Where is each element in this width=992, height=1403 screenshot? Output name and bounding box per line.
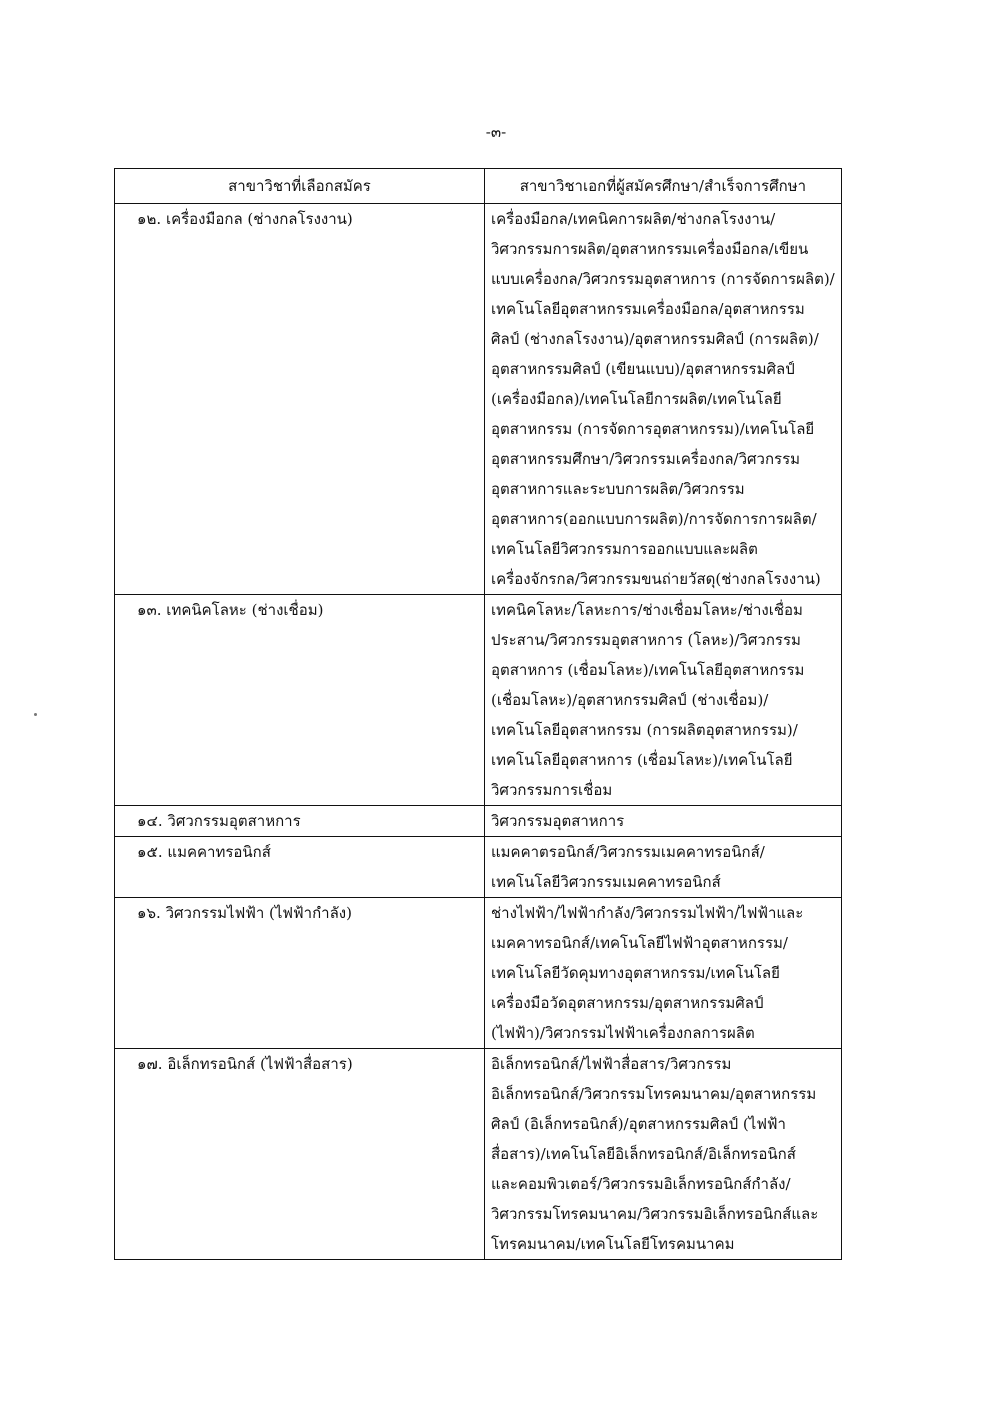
degree-line: เทคโนโลยีอุตสาหกรรมเครื่องมือกล/อุตสาหกรรม	[491, 300, 805, 318]
major-cell: ๑๕. แมคคาทรอนิกส์	[115, 837, 485, 898]
degree-line: แมคคาตรอนิกส์/วิศวกรรมเมคคาทรอนิกส์/	[491, 843, 765, 861]
table-row	[115, 898, 842, 1049]
degree-line: เทคนิคโลหะ/โลหะการ/ช่างเชื่อมโลหะ/ช่างเชื่อม	[491, 601, 803, 619]
major-cell: ๑๓. เทคนิคโลหะ (ช่างเชื่อม)	[115, 595, 485, 806]
major-cell: ๑๒. เครื่องมือกล (ช่างกลโรงงาน)	[115, 204, 485, 595]
degree-line: อิเล็กทรอนิกส์/วิศวกรรมโทรคมนาคม/อุตสาหกรรม	[491, 1085, 817, 1103]
page-number: -๓-	[485, 123, 507, 141]
degree-line: เมคคาทรอนิกส์/เทคโนโลยีไฟฟ้าอุตสาหกรรม/	[491, 934, 788, 952]
degree-line: อุตสาหกรรมศึกษา/วิศวกรรมเครื่องกล/วิศวกรรม	[491, 450, 801, 468]
degree-line: สื่อสาร)/เทคโนโลยีอิเล็กทรอนิกส์/อิเล็กทรอนิกส์	[491, 1145, 796, 1163]
degree-line: อุตสาหการ(ออกแบบการผลิต)/การจัดการการผลิต/	[491, 510, 817, 528]
major-cell: ๑๖. วิศวกรรมไฟฟ้า (ไฟฟ้ากำลัง)	[115, 898, 485, 1049]
degree-cell	[485, 837, 842, 898]
degree-cell	[485, 1049, 842, 1260]
degree-line: เครื่องมือกล/เทคนิคการผลิต/ช่างกลโรงงาน/	[491, 210, 776, 228]
table-row	[115, 204, 842, 595]
degree-line: อุตสาหการ (เชื่อมโลหะ)/เทคโนโลยีอุตสาหกรรม	[491, 661, 805, 679]
degree-cell	[485, 595, 842, 806]
degree-line: เครื่องมือวัดอุตสาหกรรม/อุตสาหกรรมศิลป์	[491, 994, 764, 1012]
degree-line: เทคโนโลยีอุตสาหการ (เชื่อมโลหะ)/เทคโนโลยี	[491, 751, 793, 769]
scan-speck	[34, 713, 37, 716]
degree-cell	[485, 806, 842, 837]
degree-line: วิศวกรรมโทรคมนาคม/วิศวกรรมอิเล็กทรอนิกส์และ	[491, 1205, 819, 1223]
degree-line: อุตสาหการและระบบการผลิต/วิศวกรรม	[491, 480, 745, 498]
table-row	[115, 595, 842, 806]
degree-line: แบบเครื่องกล/วิศวกรรมอุตสาหการ (การจัดการผลิต)/	[491, 270, 835, 288]
degree-line: โทรคมนาคม/เทคโนโลยีโทรคมนาคม	[491, 1235, 735, 1253]
degree-line: ศิลป์ (ช่างกลโรงงาน)/อุตสาหกรรมศิลป์ (การผลิต)/	[491, 330, 819, 348]
degree-line: วิศวกรรมการเชื่อม	[491, 781, 613, 799]
table-row	[115, 837, 842, 898]
table-header-row	[115, 169, 842, 204]
table-row	[115, 1049, 842, 1260]
header-major: สาขาวิชาที่เลือกสมัคร	[115, 169, 485, 204]
degree-line: (ไฟฟ้า)/วิศวกรรมไฟฟ้าเครื่องกลการผลิต	[491, 1024, 755, 1042]
degree-line: ศิลป์ (อิเล็กทรอนิกส์)/อุตสาหกรรมศิลป์ (ไฟฟ้า	[491, 1115, 786, 1133]
degree-line: เทคโนโลยีวัดคุมทางอุตสาหกรรม/เทคโนโลยี	[491, 964, 780, 982]
eligibility-table	[114, 168, 842, 1260]
degree-line: อุตสาหกรรม (การจัดการอุตสาหกรรม)/เทคโนโลยี	[491, 420, 815, 438]
degree-line: เทคโนโลยีวิศวกรรมการออกแบบและผลิต	[491, 540, 758, 558]
degree-cell	[485, 898, 842, 1049]
degree-line: อิเล็กทรอนิกส์/ไฟฟ้าสื่อสาร/วิศวกรรม	[491, 1055, 732, 1073]
major-cell: ๑๗. อิเล็กทรอนิกส์ (ไฟฟ้าสื่อสาร)	[115, 1049, 485, 1260]
degree-line: และคอมพิวเตอร์/วิศวกรรมอิเล็กทรอนิกส์กำลัง/	[491, 1175, 791, 1193]
degree-line: อุตสาหกรรมศิลป์ (เขียนแบบ)/อุตสาหกรรมศิลป์	[491, 360, 795, 378]
degree-line: เทคโนโลยีวิศวกรรมเมคคาทรอนิกส์	[491, 873, 721, 891]
table-body	[115, 204, 842, 1260]
major-cell: ๑๔. วิศวกรรมอุตสาหการ	[115, 806, 485, 837]
degree-line: ประสาน/วิศวกรรมอุตสาหการ (โลหะ)/วิศวกรรม	[491, 631, 801, 649]
degree-line: (เชื่อมโลหะ)/อุตสาหกรรมศิลป์ (ช่างเชื่อม)/	[491, 691, 769, 709]
degree-line: วิศวกรรมการผลิต/อุตสาหกรรมเครื่องมือกล/เขียน	[491, 240, 809, 258]
degree-line: เครื่องจักรกล/วิศวกรรมขนถ่ายวัสดุ(ช่างกลโรงงาน)	[491, 570, 821, 588]
degree-line: เทคโนโลยีอุตสาหกรรม (การผลิตอุตสาหกรรม)/	[491, 721, 798, 739]
degree-cell	[485, 204, 842, 595]
degree-line: ช่างไฟฟ้า/ไฟฟ้ากำลัง/วิศวกรรมไฟฟ้า/ไฟฟ้าและ	[491, 904, 804, 922]
table-row	[115, 806, 842, 837]
header-degree: สาขาวิชาเอกที่ผู้สมัครศึกษา/สำเร็จการศึกษา	[485, 169, 842, 204]
degree-line: (เครื่องมือกล)/เทคโนโลยีการผลิต/เทคโนโลยี	[491, 390, 782, 408]
degree-line: วิศวกรรมอุตสาหการ	[491, 812, 625, 830]
